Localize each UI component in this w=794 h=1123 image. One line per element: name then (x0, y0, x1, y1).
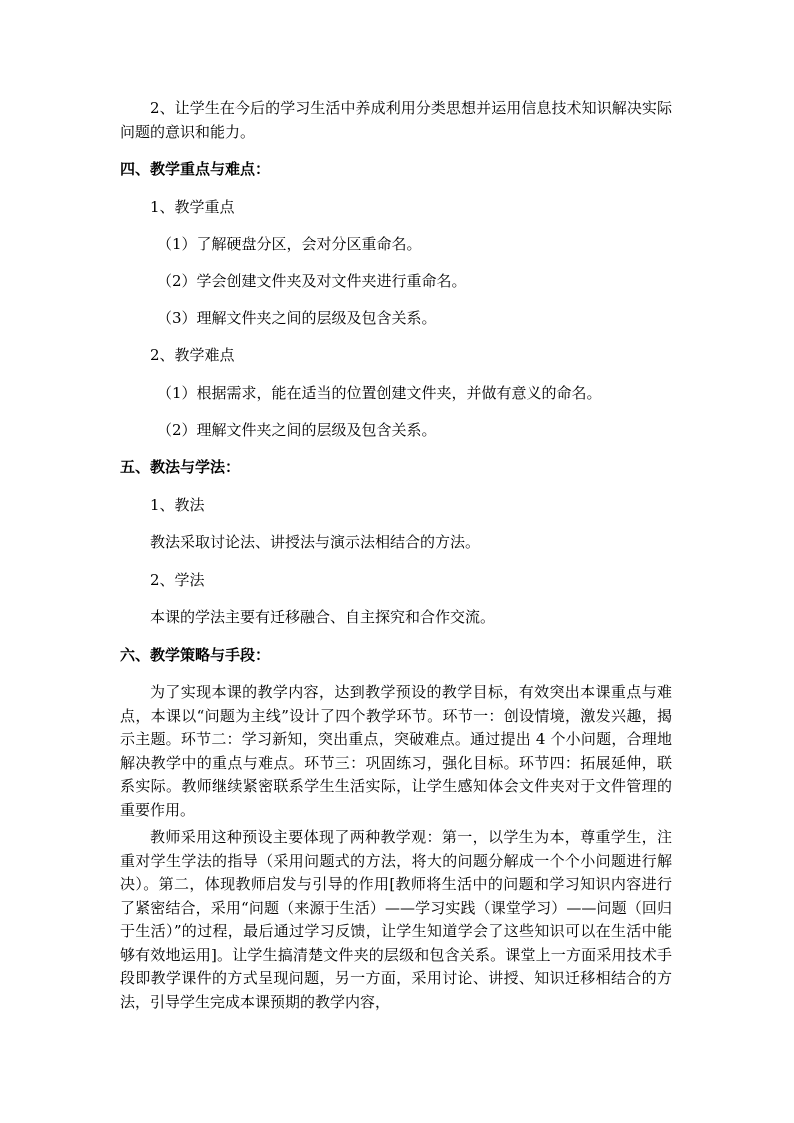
learning-method-title: 2、学法 (150, 571, 205, 589)
key-point-item-2: （2）学会创建文件夹及对文件夹进行重命名。 (157, 272, 467, 290)
strategy-paragraph-1: 为了实现本课的教学内容，达到教学预设的教学目标，有效突出本课重点与难点，本课以“问题为主线”设计了四个教学环节。环节一：创设情境，激发兴趣，揭示主题。环节二：学习新知，突出重点，突破难点。通过提出 4 个小问题，合理地解决教学中的重点与难点。环节三：巩固练习，强化目标。环节四：拓展延伸，联系实际。教师继续紧密联系学生生活实际，让学生感知体会文件夹对于文件管理的重要作用。 (120, 683, 672, 819)
section-4-heading: 四、教学重点与难点： (120, 160, 271, 178)
section-6-heading: 六、教学策略与手段： (120, 646, 271, 664)
key-point-item-3: （3）理解文件夹之间的层级及包含关系。 (157, 309, 437, 327)
key-points-title: 1、教学重点 (150, 198, 235, 216)
strategy-paragraph-2: 教师采用这种预设主要体现了两种教学观：第一，以学生为本，尊重学生，注重对学生学法的指导（采用问题式的方法，将大的问题分解成一个个小问题进行解决）。第二，体现教师启发与引导的作用[教师将生活中的问题和学习知识内容进行了紧密结合，采用“问题（来源于生活）——学习实践（课堂学习）——问题（回归于生活）”的过程，最后通过学习反馈，让学生知道学会了这些知识可以在生活中能够有效地运用]。让学生搞清楚文件夹的层级和包含关系。课堂上一方面采用技术手段即教学课件的方式呈现问题，另一方面，采用讨论、讲授、知识迁移相结合的方法，引导学生完成本课预期的教学内容， (120, 828, 672, 1011)
section-5-heading: 五、教法与学法： (120, 458, 241, 476)
difficulties-title: 2、教学难点 (150, 346, 235, 364)
difficulty-item-1: （1）根据需求，能在适当的位置创建文件夹，并做有意义的命名。 (157, 384, 602, 402)
objective-item-2: 2、让学生在今后的学习生活中养成利用分类思想并运用信息技术知识解决实际问题的意识和能力。 (120, 99, 672, 141)
difficulty-item-2: （2）理解文件夹之间的层级及包含关系。 (157, 421, 437, 439)
learning-method-text: 本课的学法主要有迁移融合、自主探究和合作交流。 (150, 608, 496, 626)
key-point-item-1: （1）了解硬盘分区，会对分区重命名。 (157, 235, 422, 253)
teaching-method-text: 教法采取讨论法、讲授法与演示法相结合的方法。 (150, 533, 481, 551)
teaching-method-title: 1、教法 (150, 496, 205, 514)
